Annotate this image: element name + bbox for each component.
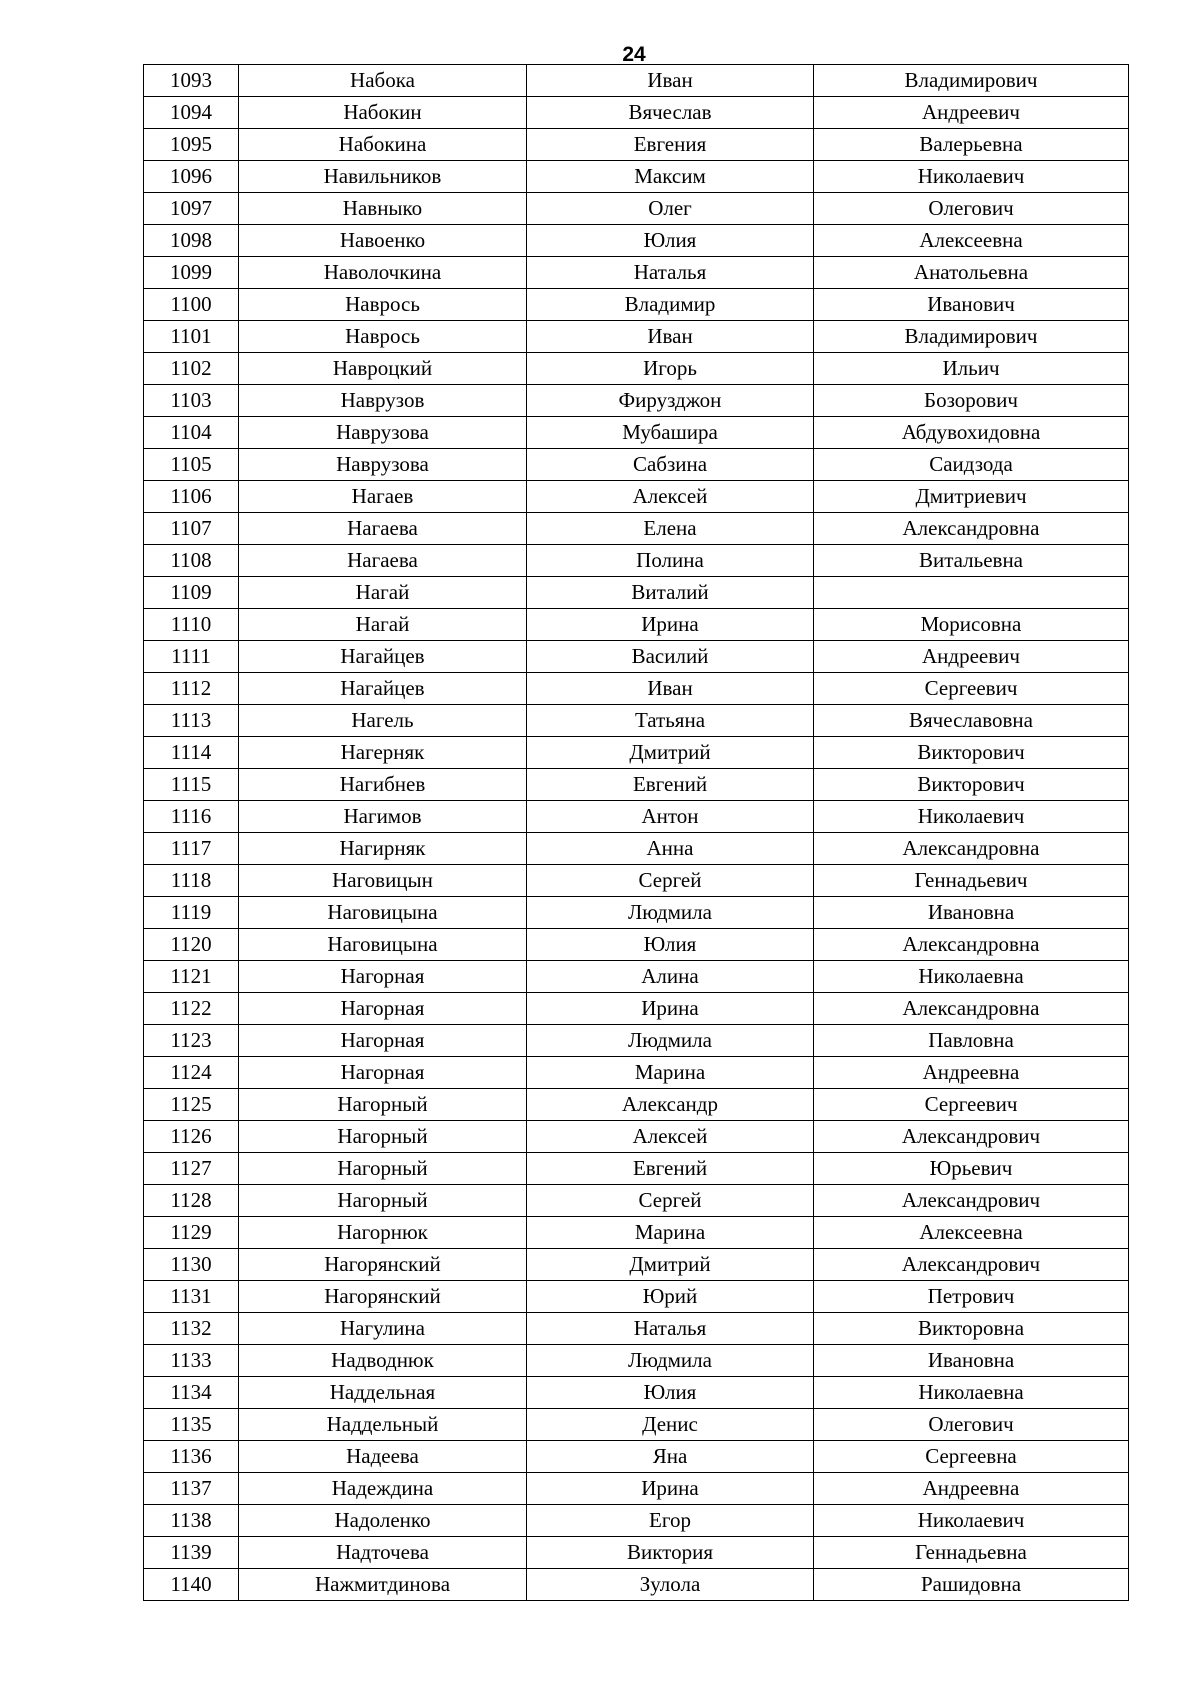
row-number-cell: 1128 (144, 1185, 239, 1217)
first-name-cell: Ирина (527, 609, 814, 641)
table-row (144, 865, 1129, 897)
first-name-cell: Юрий (527, 1281, 814, 1313)
last-name-cell: Надоленко (239, 1505, 527, 1537)
patronymic-cell: Бозорович (814, 385, 1129, 417)
first-name-cell: Наталья (527, 257, 814, 289)
table-row (144, 961, 1129, 993)
first-name-cell: Виталий (527, 577, 814, 609)
patronymic-cell: Александровна (814, 833, 1129, 865)
patronymic-cell: Валерьевна (814, 129, 1129, 161)
row-number-cell: 1093 (144, 65, 239, 97)
row-number-cell: 1104 (144, 417, 239, 449)
last-name-cell: Нагибнев (239, 769, 527, 801)
table-row (144, 769, 1129, 801)
first-name-cell: Егор (527, 1505, 814, 1537)
first-name-cell: Юлия (527, 929, 814, 961)
last-name-cell: Нагорный (239, 1153, 527, 1185)
first-name-cell: Мубашира (527, 417, 814, 449)
row-number-cell: 1121 (144, 961, 239, 993)
row-number-cell: 1116 (144, 801, 239, 833)
first-name-cell: Людмила (527, 1345, 814, 1377)
row-number-cell: 1109 (144, 577, 239, 609)
last-name-cell: Нагорянский (239, 1281, 527, 1313)
patronymic-cell: Владимирович (814, 321, 1129, 353)
first-name-cell: Зулола (527, 1569, 814, 1601)
patronymic-cell (814, 577, 1129, 609)
table-row (144, 1185, 1129, 1217)
first-name-cell: Евгений (527, 1153, 814, 1185)
table-row (144, 1281, 1129, 1313)
first-name-cell: Яна (527, 1441, 814, 1473)
last-name-cell: Наддельный (239, 1409, 527, 1441)
table-row (144, 353, 1129, 385)
table-row (144, 481, 1129, 513)
last-name-cell: Надточева (239, 1537, 527, 1569)
first-name-cell: Василий (527, 641, 814, 673)
first-name-cell: Иван (527, 321, 814, 353)
row-number-cell: 1111 (144, 641, 239, 673)
patronymic-cell: Александрович (814, 1121, 1129, 1153)
last-name-cell: Наврузов (239, 385, 527, 417)
first-name-cell: Дмитрий (527, 737, 814, 769)
row-number-cell: 1094 (144, 97, 239, 129)
last-name-cell: Нагорянский (239, 1249, 527, 1281)
last-name-cell: Нагулина (239, 1313, 527, 1345)
first-name-cell: Игорь (527, 353, 814, 385)
last-name-cell: Надводнюк (239, 1345, 527, 1377)
first-name-cell: Фирузджон (527, 385, 814, 417)
row-number-cell: 1112 (144, 673, 239, 705)
table-row (144, 417, 1129, 449)
first-name-cell: Ирина (527, 993, 814, 1025)
first-name-cell: Олег (527, 193, 814, 225)
table-row (144, 513, 1129, 545)
table-row (144, 705, 1129, 737)
last-name-cell: Наврось (239, 289, 527, 321)
table-row (144, 1249, 1129, 1281)
patronymic-cell: Иванович (814, 289, 1129, 321)
first-name-cell: Марина (527, 1057, 814, 1089)
last-name-cell: Нагорный (239, 1185, 527, 1217)
first-name-cell: Елена (527, 513, 814, 545)
last-name-cell: Нагорный (239, 1121, 527, 1153)
first-name-cell: Сабзина (527, 449, 814, 481)
last-name-cell: Навильников (239, 161, 527, 193)
row-number-cell: 1113 (144, 705, 239, 737)
last-name-cell: Нагорная (239, 1025, 527, 1057)
patronymic-cell: Викторовна (814, 1313, 1129, 1345)
last-name-cell: Нагаева (239, 545, 527, 577)
table-row (144, 545, 1129, 577)
row-number-cell: 1096 (144, 161, 239, 193)
last-name-cell: Навоенко (239, 225, 527, 257)
table-row (144, 929, 1129, 961)
table-row (144, 1505, 1129, 1537)
patronymic-cell: Александровна (814, 513, 1129, 545)
table-row (144, 577, 1129, 609)
table-row (144, 1473, 1129, 1505)
last-name-cell: Нажмитдинова (239, 1569, 527, 1601)
last-name-cell: Нагаев (239, 481, 527, 513)
table-row (144, 641, 1129, 673)
first-name-cell: Виктория (527, 1537, 814, 1569)
first-name-cell: Евгения (527, 129, 814, 161)
table-row (144, 1089, 1129, 1121)
row-number-cell: 1122 (144, 993, 239, 1025)
row-number-cell: 1120 (144, 929, 239, 961)
last-name-cell: Навроцкий (239, 353, 527, 385)
patronymic-cell: Саидзода (814, 449, 1129, 481)
patronymic-cell: Ильич (814, 353, 1129, 385)
first-name-cell: Антон (527, 801, 814, 833)
first-name-cell: Сергей (527, 1185, 814, 1217)
row-number-cell: 1101 (144, 321, 239, 353)
patronymic-cell: Петрович (814, 1281, 1129, 1313)
row-number-cell: 1129 (144, 1217, 239, 1249)
table-row (144, 129, 1129, 161)
patronymic-cell: Владимирович (814, 65, 1129, 97)
row-number-cell: 1117 (144, 833, 239, 865)
row-number-cell: 1114 (144, 737, 239, 769)
last-name-cell: Навныко (239, 193, 527, 225)
last-name-cell: Нагайцев (239, 673, 527, 705)
last-name-cell: Надеева (239, 1441, 527, 1473)
last-name-cell: Наговицын (239, 865, 527, 897)
table-row (144, 1409, 1129, 1441)
last-name-cell: Нагерняк (239, 737, 527, 769)
patronymic-cell: Александрович (814, 1185, 1129, 1217)
first-name-cell: Полина (527, 545, 814, 577)
patronymic-cell: Сергеевна (814, 1441, 1129, 1473)
first-name-cell: Ирина (527, 1473, 814, 1505)
last-name-cell: Нагай (239, 577, 527, 609)
last-name-cell: Наговицына (239, 897, 527, 929)
patronymic-cell: Николаевич (814, 1505, 1129, 1537)
table-row (144, 897, 1129, 929)
row-number-cell: 1130 (144, 1249, 239, 1281)
last-name-cell: Нагайцев (239, 641, 527, 673)
last-name-cell: Наддельная (239, 1377, 527, 1409)
patronymic-cell: Витальевна (814, 545, 1129, 577)
table-row (144, 321, 1129, 353)
row-number-cell: 1132 (144, 1313, 239, 1345)
last-name-cell: Нагаева (239, 513, 527, 545)
patronymic-cell: Андреевич (814, 641, 1129, 673)
first-name-cell: Людмила (527, 897, 814, 929)
last-name-cell: Нагорный (239, 1089, 527, 1121)
row-number-cell: 1098 (144, 225, 239, 257)
name-list-table (143, 64, 1129, 1601)
row-number-cell: 1119 (144, 897, 239, 929)
row-number-cell: 1099 (144, 257, 239, 289)
first-name-cell: Вячеслав (527, 97, 814, 129)
last-name-cell: Нагорная (239, 961, 527, 993)
last-name-cell: Наговицына (239, 929, 527, 961)
first-name-cell: Денис (527, 1409, 814, 1441)
row-number-cell: 1107 (144, 513, 239, 545)
table-row (144, 673, 1129, 705)
table-row (144, 1569, 1129, 1601)
last-name-cell: Наврузова (239, 417, 527, 449)
patronymic-cell: Викторович (814, 769, 1129, 801)
row-number-cell: 1105 (144, 449, 239, 481)
row-number-cell: 1103 (144, 385, 239, 417)
table-row (144, 289, 1129, 321)
table-row (144, 1313, 1129, 1345)
row-number-cell: 1134 (144, 1377, 239, 1409)
table-row (144, 1537, 1129, 1569)
patronymic-cell: Ивановна (814, 897, 1129, 929)
row-number-cell: 1108 (144, 545, 239, 577)
table-row (144, 1441, 1129, 1473)
first-name-cell: Юлия (527, 1377, 814, 1409)
row-number-cell: 1102 (144, 353, 239, 385)
first-name-cell: Юлия (527, 225, 814, 257)
page-number: 24 (622, 43, 646, 66)
last-name-cell: Нагирняк (239, 833, 527, 865)
first-name-cell: Алексей (527, 1121, 814, 1153)
row-number-cell: 1131 (144, 1281, 239, 1313)
first-name-cell: Александр (527, 1089, 814, 1121)
patronymic-cell: Анатольевна (814, 257, 1129, 289)
table-row (144, 1057, 1129, 1089)
patronymic-cell: Алексеевна (814, 225, 1129, 257)
table-row (144, 225, 1129, 257)
first-name-cell: Евгений (527, 769, 814, 801)
table-row (144, 97, 1129, 129)
table-row (144, 1377, 1129, 1409)
last-name-cell: Нагимов (239, 801, 527, 833)
patronymic-cell: Николаевич (814, 161, 1129, 193)
patronymic-cell: Вячеславовна (814, 705, 1129, 737)
patronymic-cell: Рашидовна (814, 1569, 1129, 1601)
row-number-cell: 1095 (144, 129, 239, 161)
last-name-cell: Надеждина (239, 1473, 527, 1505)
patronymic-cell: Николаевич (814, 801, 1129, 833)
patronymic-cell: Олегович (814, 1409, 1129, 1441)
first-name-cell: Иван (527, 65, 814, 97)
table-row (144, 1121, 1129, 1153)
first-name-cell: Людмила (527, 1025, 814, 1057)
patronymic-cell: Николаевна (814, 961, 1129, 993)
patronymic-cell: Павловна (814, 1025, 1129, 1057)
patronymic-cell: Сергеевич (814, 673, 1129, 705)
last-name-cell: Набокина (239, 129, 527, 161)
first-name-cell: Максим (527, 161, 814, 193)
patronymic-cell: Александровна (814, 929, 1129, 961)
patronymic-cell: Андреевич (814, 97, 1129, 129)
last-name-cell: Наврось (239, 321, 527, 353)
patronymic-cell: Александровна (814, 993, 1129, 1025)
patronymic-cell: Алексеевна (814, 1217, 1129, 1249)
last-name-cell: Набокин (239, 97, 527, 129)
patronymic-cell: Геннадьевна (814, 1537, 1129, 1569)
last-name-cell: Нагорнюк (239, 1217, 527, 1249)
last-name-cell: Наврузова (239, 449, 527, 481)
row-number-cell: 1138 (144, 1505, 239, 1537)
patronymic-cell: Викторович (814, 737, 1129, 769)
last-name-cell: Нагель (239, 705, 527, 737)
row-number-cell: 1097 (144, 193, 239, 225)
last-name-cell: Нагорная (239, 1057, 527, 1089)
first-name-cell: Алина (527, 961, 814, 993)
table-row (144, 993, 1129, 1025)
first-name-cell: Татьяна (527, 705, 814, 737)
last-name-cell: Набока (239, 65, 527, 97)
table-row (144, 1153, 1129, 1185)
first-name-cell: Иван (527, 673, 814, 705)
row-number-cell: 1136 (144, 1441, 239, 1473)
table-row (144, 801, 1129, 833)
table-row (144, 65, 1129, 97)
table-row (144, 193, 1129, 225)
table-row (144, 609, 1129, 641)
row-number-cell: 1106 (144, 481, 239, 513)
row-number-cell: 1135 (144, 1409, 239, 1441)
table-row (144, 737, 1129, 769)
last-name-cell: Нагай (239, 609, 527, 641)
name-list-body (144, 65, 1129, 1601)
row-number-cell: 1115 (144, 769, 239, 801)
table-row (144, 385, 1129, 417)
row-number-cell: 1139 (144, 1537, 239, 1569)
patronymic-cell: Ивановна (814, 1345, 1129, 1377)
patronymic-cell: Андреевна (814, 1473, 1129, 1505)
row-number-cell: 1137 (144, 1473, 239, 1505)
row-number-cell: 1125 (144, 1089, 239, 1121)
patronymic-cell: Геннадьевич (814, 865, 1129, 897)
first-name-cell: Дмитрий (527, 1249, 814, 1281)
table-row (144, 1345, 1129, 1377)
row-number-cell: 1140 (144, 1569, 239, 1601)
table-row (144, 1217, 1129, 1249)
row-number-cell: 1126 (144, 1121, 239, 1153)
patronymic-cell: Николаевна (814, 1377, 1129, 1409)
row-number-cell: 1110 (144, 609, 239, 641)
first-name-cell: Марина (527, 1217, 814, 1249)
patronymic-cell: Андреевна (814, 1057, 1129, 1089)
patronymic-cell: Юрьевич (814, 1153, 1129, 1185)
first-name-cell: Сергей (527, 865, 814, 897)
first-name-cell: Анна (527, 833, 814, 865)
first-name-cell: Владимир (527, 289, 814, 321)
patronymic-cell: Морисовна (814, 609, 1129, 641)
row-number-cell: 1133 (144, 1345, 239, 1377)
row-number-cell: 1127 (144, 1153, 239, 1185)
row-number-cell: 1123 (144, 1025, 239, 1057)
row-number-cell: 1100 (144, 289, 239, 321)
table-row (144, 833, 1129, 865)
row-number-cell: 1124 (144, 1057, 239, 1089)
patronymic-cell: Абдувохидовна (814, 417, 1129, 449)
last-name-cell: Нагорная (239, 993, 527, 1025)
row-number-cell: 1118 (144, 865, 239, 897)
table-row (144, 1025, 1129, 1057)
table-row (144, 449, 1129, 481)
patronymic-cell: Олегович (814, 193, 1129, 225)
patronymic-cell: Сергеевич (814, 1089, 1129, 1121)
table-row (144, 257, 1129, 289)
last-name-cell: Наволочкина (239, 257, 527, 289)
first-name-cell: Наталья (527, 1313, 814, 1345)
first-name-cell: Алексей (527, 481, 814, 513)
patronymic-cell: Дмитриевич (814, 481, 1129, 513)
patronymic-cell: Александрович (814, 1249, 1129, 1281)
table-row (144, 161, 1129, 193)
